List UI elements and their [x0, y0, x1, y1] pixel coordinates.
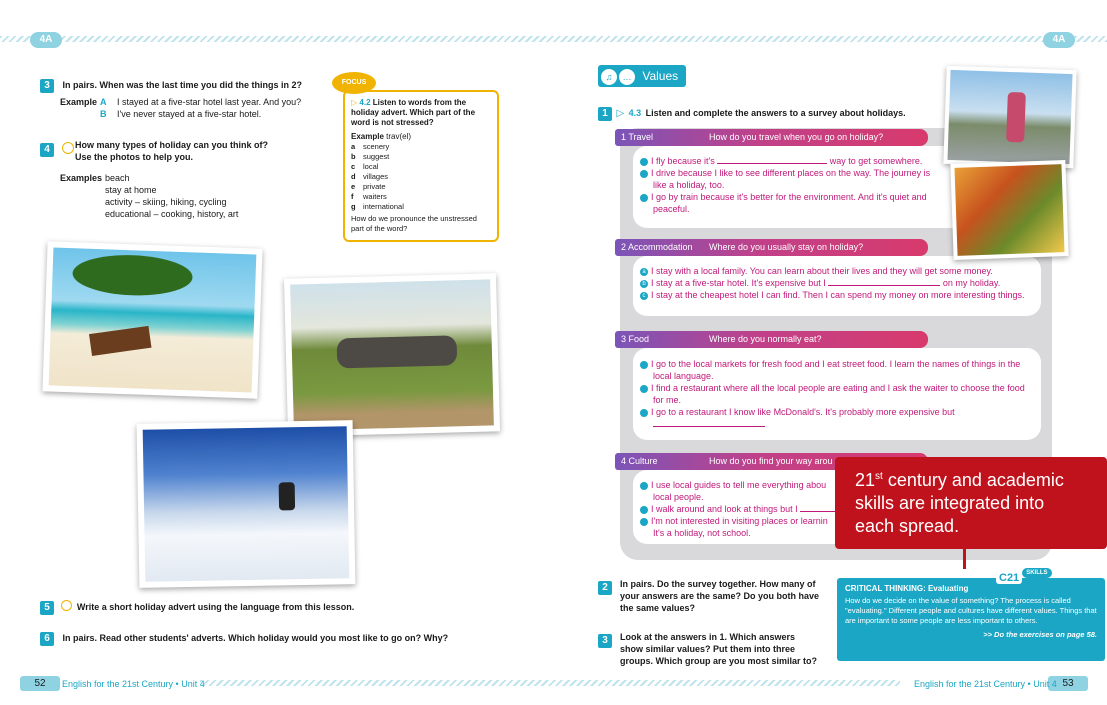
header-stripe — [0, 36, 1107, 42]
speaker-a-text: I stayed at a five-star hotel last year. And you? — [117, 97, 302, 107]
c21-skills-badge — [996, 568, 1052, 582]
exercise-number: 4 — [40, 143, 54, 157]
exercise-4-left — [40, 139, 74, 157]
exercise-3-left — [40, 75, 302, 93]
focus-word-list — [351, 142, 491, 212]
speaker-b: B — [100, 109, 107, 119]
exercise-5-left — [40, 597, 354, 615]
skills-tag: SKILLS — [1022, 568, 1051, 578]
exercise-number: 2 — [598, 581, 612, 595]
speech-bubble-icon: … — [619, 69, 635, 85]
airport-photo — [943, 66, 1076, 168]
focus-word: international — [363, 202, 404, 211]
exercise-2-text: In pairs. Do the survey together. How many of your answers are the same? Do you both have the same values? — [620, 579, 820, 613]
option-text: I go to the local markets for fresh food and I eat street food. I learn the names of things in the local language. — [651, 359, 1021, 381]
traveller-shape — [1006, 92, 1026, 143]
option-text: local people. — [653, 492, 704, 502]
focus-word-item — [351, 162, 491, 172]
skills-link[interactable]: >> Do the exercises on page 58. — [983, 630, 1097, 639]
option-letter: c — [640, 409, 648, 417]
example-item: activity – skiing, hiking, cycling — [105, 197, 227, 207]
option-text: I go to a restaurant I know like McDonald's. It's probably more expensive but — [651, 407, 955, 417]
track-number: 4.2 — [359, 98, 371, 107]
section-question: Where do you usually stay on holiday? — [709, 242, 864, 252]
option-letter: a — [640, 482, 648, 490]
page-number-right: 53 — [1048, 676, 1088, 691]
focus-word-item — [351, 182, 491, 192]
example-item: educational – cooking, history, art — [105, 209, 239, 219]
exercise-4-text — [75, 139, 268, 163]
option-text: I stay with a local family. You can learn about their lives and they will get some money. — [651, 266, 993, 276]
footer-stripe — [200, 680, 900, 686]
lightbulb-icon — [61, 600, 72, 611]
section-accommodation-options — [640, 265, 1040, 301]
exercise-3-right — [598, 630, 612, 648]
exercise-text: In pairs. When was the last time you did the things in 2? — [62, 80, 302, 90]
focus-word-letter: b — [351, 152, 356, 161]
answer-blank[interactable] — [717, 163, 827, 164]
callout-superscript: st — [875, 471, 883, 482]
exercise-text: Write a short holiday advert using the language from this lesson. — [76, 602, 355, 612]
examples-label: Examples — [60, 173, 103, 183]
play-icon: ▷ — [616, 108, 625, 119]
elephant-herd-shape — [337, 335, 458, 368]
option-letter: c — [640, 194, 648, 202]
exercise-number: 6 — [40, 632, 54, 646]
headphones-icon: ♫ — [601, 69, 617, 85]
focus-box — [343, 90, 499, 242]
option-text: I stay at the cheapest hotel I can find. Then I can spend my money on more interesting things. — [651, 290, 1025, 300]
focus-word: waiters — [363, 192, 387, 201]
footer-text-left: English for the 21st Century • Unit 4 — [62, 679, 205, 689]
exercise-4-line2: Use the photos to help you. — [75, 152, 194, 162]
exercise-text: In pairs. Read other students' adverts. Which holiday would you most like to go on? Why? — [62, 633, 449, 643]
exercise-6-left — [40, 628, 448, 646]
play-icon: ▷ — [351, 98, 358, 107]
footer-text-right: English for the 21st Century • Unit 4 — [914, 679, 1057, 689]
focus-question: How do we pronounce the unstressed part of the word? — [351, 214, 477, 233]
option-text: way to get somewhere. — [829, 156, 923, 166]
focus-word-letter: e — [351, 182, 356, 191]
page-number-left: 52 — [20, 676, 60, 691]
section-label: 3 Food — [621, 334, 650, 344]
values-header — [598, 65, 686, 87]
example-item: beach — [105, 173, 130, 183]
focus-word-item — [351, 172, 491, 182]
section-label: 4 Culture — [621, 456, 658, 466]
section-travel-bar — [615, 129, 928, 146]
option-letter: c — [640, 518, 648, 526]
option-text: I stay at a five-star hotel. It's expensive but I — [651, 278, 826, 288]
option-text: I walk around and look at things but I — [651, 504, 798, 514]
critical-thinking-box — [837, 578, 1105, 661]
focus-word-item — [351, 152, 491, 162]
focus-word: scenery — [363, 142, 390, 151]
focus-word-letter: d — [351, 172, 356, 181]
option-letter: b — [640, 385, 648, 393]
section-question: How do you travel when you go on holiday? — [709, 132, 884, 142]
focus-word: private — [363, 182, 386, 191]
example-ab — [60, 96, 301, 120]
section-travel-options — [635, 155, 940, 215]
exercise-text: Listen and complete the answers to a survey about holidays. — [645, 108, 906, 118]
focus-example-label: Example — [351, 132, 384, 141]
option-text: I use local guides to tell me everything abou — [651, 480, 827, 490]
exercise-number: 3 — [598, 634, 612, 648]
section-food-options — [635, 358, 1032, 430]
exercise-number: 1 — [598, 107, 612, 121]
option-text: I'm not interested in visiting places or learnin — [651, 516, 828, 526]
unit-badge-right: 4A — [1043, 32, 1075, 48]
example-item: stay at home — [105, 185, 157, 195]
focus-title: Listen to words from the holiday advert. Which part of the word is not stressed? — [351, 98, 476, 127]
callout-text: century and academic skills are integrated into each spread. — [855, 470, 1064, 536]
callout-pointer — [963, 549, 966, 569]
option-letter: a — [640, 361, 648, 369]
skier-shape — [279, 482, 295, 510]
section-label: 1 Travel — [621, 132, 654, 142]
focus-word-letter: a — [351, 142, 356, 151]
option-text: It's a holiday, not school. — [653, 528, 751, 538]
speaker-b-text: I've never stayed at a five-star hotel. — [117, 109, 262, 119]
focus-word-letter: c — [351, 162, 356, 171]
option-text: I find a restaurant where all the local people are eating and I ask the waiter to choose the food for me. — [651, 383, 1025, 405]
option-text: I go by train because it's better for the environment. And it's quiet and peaceful. — [651, 192, 927, 214]
exercise-1-right — [598, 103, 906, 121]
safari-photo — [284, 273, 500, 436]
option-text: I fly because it's — [651, 156, 715, 166]
focus-word-item — [351, 202, 491, 212]
focus-word-item — [351, 142, 491, 152]
option-letter: a — [640, 158, 648, 166]
option-letter: b — [640, 170, 648, 178]
option-letter: c — [640, 292, 648, 300]
focus-word: villages — [363, 172, 389, 181]
section-question: Where do you normally eat? — [709, 334, 822, 344]
section-food-bar — [615, 331, 928, 348]
option-text: I drive because I like to see different places on the way. The journey is like a holiday, too. — [651, 168, 931, 190]
palm-leaves-shape — [72, 253, 193, 297]
sunbed-shape — [89, 326, 151, 356]
section-accommodation-bar — [615, 239, 928, 256]
answer-blank[interactable] — [828, 285, 940, 286]
exercise-3-text: Look at the answers in 1. Which answers show similar values? Put them into three groups. Which group are you most similar to? — [620, 632, 818, 666]
callout-number: 21 — [855, 470, 876, 490]
focus-word-item — [351, 192, 491, 202]
option-letter: b — [640, 506, 648, 514]
exercise-number: 5 — [40, 601, 54, 615]
focus-word-letter: g — [351, 202, 356, 211]
focus-tag: FOCUS — [332, 72, 376, 94]
option-text: on my holiday. — [942, 278, 1001, 288]
example-label: Example — [60, 97, 98, 107]
option-letter: a — [640, 268, 648, 276]
beach-photo — [42, 241, 262, 398]
section-question: How do you find your way arou — [709, 456, 833, 466]
focus-example-word: trav(el) — [386, 132, 412, 141]
lightbulb-icon — [62, 142, 74, 154]
skills-title: CRITICAL THINKING: Evaluating — [845, 584, 969, 593]
skills-body: How do we decide on the value of something? The process is called "evaluating." Different people and cultures have different values. Things that are important to some people are less important to others. — [845, 596, 1097, 625]
market-photo — [950, 160, 1068, 260]
answer-blank[interactable] — [653, 426, 765, 427]
speaker-a: A — [100, 97, 107, 107]
focus-word: local — [363, 162, 379, 171]
option-letter: b — [640, 280, 648, 288]
c21-logo: C21 — [996, 572, 1022, 584]
exercise-4-line1: How many types of holiday can you think of? — [75, 140, 269, 150]
values-title: Values — [642, 69, 679, 83]
section-label: 2 Accommodation — [621, 242, 693, 252]
track-number: 4.3 — [628, 108, 642, 118]
exercise-2-right — [598, 577, 612, 595]
focus-word: suggest — [363, 152, 390, 161]
skiing-photo — [137, 420, 356, 588]
unit-badge-left: 4A — [30, 32, 62, 48]
promo-callout — [835, 457, 1107, 549]
focus-word-letter: f — [351, 192, 354, 201]
exercise-number: 3 — [40, 79, 54, 93]
